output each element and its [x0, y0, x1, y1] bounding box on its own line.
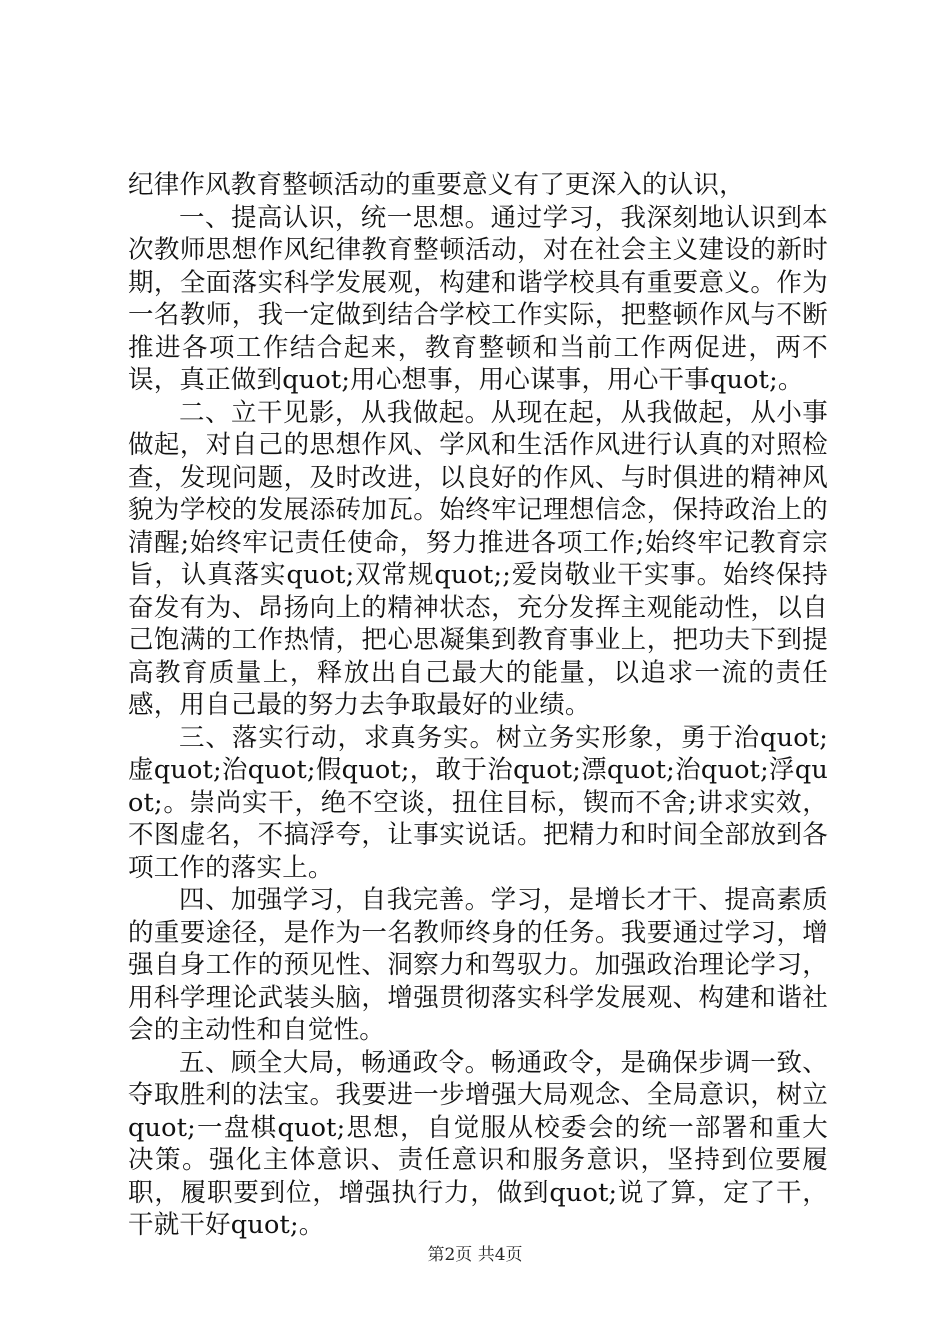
- paragraph-section-3: 三、落实行动，求真务实。树立务实形象，勇于治quot;虚quot;治quot;假quot;，敢于治quot;漂quot;治quot;浮quot;。崇尚实干，绝不空谈，扭住目标，锲而不舍;讲求实效，不图虚名，不搞浮夸，让事实说话。把精力和时间全部放到各项工作的落实上。: [128, 722, 828, 883]
- paragraph-section-5: 五、顾全大局，畅通政令。畅通政令，是确保步调一致、夺取胜利的法宝。我要进一步增强大局观念、全局意识，树立quot;一盘棋quot;思想，自觉服从校委会的统一部署和重大决策。强化主体意识、责任意识和服务意识，坚持到位要履职，履职要到位，增强执行力，做到quot;说了算，定了干，干就干好quot;。: [128, 1047, 828, 1240]
- paragraph-section-4: 四、加强学习，自我完善。学习，是增长才干、提高素质的重要途径，是作为一名教师终身的任务。我要通过学习，增强自身工作的预见性、洞察力和驾驭力。加强政治理论学习，用科学理论武装头脑，增强贯彻落实科学发展观、构建和谐社会的主动性和自觉性。: [128, 885, 828, 1045]
- page-number: 第2页 共4页: [427, 1245, 523, 1265]
- paragraph-continuation: 纪律作风教育整顿活动的重要意义有了更深入的认识，: [128, 170, 745, 200]
- document-body: [128, 169, 828, 1242]
- page-footer: [0, 1244, 950, 1266]
- paragraph-section-1: 一、提高认识，统一思想。通过学习，我深刻地认识到本次教师思想作风纪律教育整顿活动，对在社会主义建设的新时期，全面落实科学发展观，构建和谐学校具有重要意义。作为一名教师，我一定做到结合学校工作实际，把整顿作风与不断推进各项工作结合起来，教育整顿和当前工作两促进，两不误，真正做到quot;用心想事，用心谋事，用心干事quot;。: [128, 202, 828, 395]
- paragraph-section-2: 二、立干见影，从我做起。从现在起，从我做起，从小事做起，对自己的思想作风、学风和生活作风进行认真的对照检查，发现问题，及时改进，以良好的作风、与时俱进的精神风貌为学校的发展添砖加瓦。始终牢记理想信念，保持政治上的清醒;始终牢记责任使命，努力推进各项工作;始终牢记教育宗旨，认真落实quot;双常规quot;;爱岗敬业干实事。始终保持奋发有为、昂扬向上的精神状态，充分发挥主观能动性，以自己饱满的工作热情，把心思凝集到教育事业上，把功夫下到提高教育质量上，释放出自己最大的能量，以追求一流的责任感，用自己最的努力去争取最好的业绩。: [128, 397, 828, 720]
